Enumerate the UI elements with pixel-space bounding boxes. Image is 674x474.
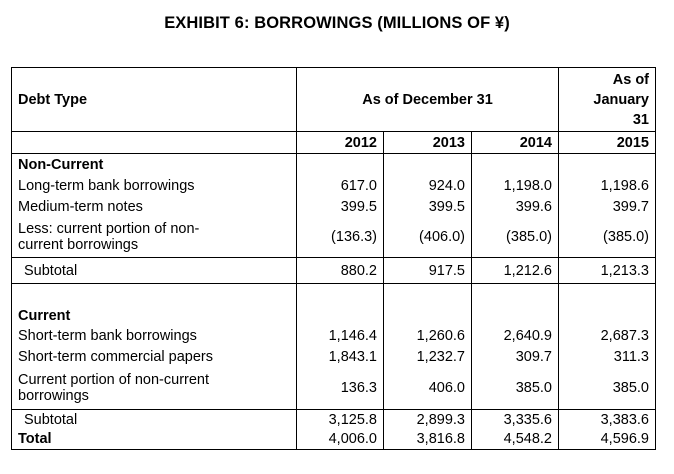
cell-2013: 924.0 — [384, 176, 472, 197]
cell-2014: 399.6 — [472, 197, 559, 218]
section-heading-current: Current — [12, 306, 297, 326]
table-row — [12, 347, 656, 368]
table-row — [12, 176, 656, 197]
cell-2012: 136.3 — [297, 368, 384, 410]
header-spacer — [12, 132, 297, 154]
subtotal-label: Subtotal — [12, 258, 297, 284]
cell-2012: 3,125.8 — [297, 410, 384, 430]
cell-2012: 1,146.4 — [297, 326, 384, 347]
table-row — [12, 326, 656, 347]
table-row — [12, 218, 656, 258]
exhibit-title: EXHIBIT 6: BORROWINGS (MILLIONS OF ¥) — [164, 14, 510, 32]
cell-2014: 1,198.0 — [472, 176, 559, 197]
cell-2013: 406.0 — [384, 368, 472, 410]
cell-2013: 3,816.8 — [384, 430, 472, 450]
header-year-2015: 2015 — [559, 132, 656, 154]
total-label: Total — [12, 430, 297, 450]
cell-2015: 399.7 — [559, 197, 656, 218]
row-label-line2: current borrowings — [18, 237, 139, 254]
row-label — [12, 218, 297, 258]
header-january-group — [559, 68, 656, 132]
cell-2012: 880.2 — [297, 258, 384, 284]
cell-2015: 311.3 — [559, 347, 656, 368]
header-january-line1: As of — [612, 71, 649, 88]
row-label: Short-term bank borrowings — [12, 326, 297, 347]
cell-2014: 4,548.2 — [472, 430, 559, 450]
total-row — [12, 430, 656, 450]
cell-2015: 385.0 — [559, 368, 656, 410]
subtotal-row — [12, 258, 656, 284]
cell-2014: 385.0 — [472, 368, 559, 410]
cell-2013: 1,260.6 — [384, 326, 472, 347]
header-january-line2: January — [593, 91, 649, 108]
cell-2014: 1,212.6 — [472, 258, 559, 284]
cell-2014: 3,335.6 — [472, 410, 559, 430]
table-row — [12, 197, 656, 218]
subtotal-row — [12, 410, 656, 430]
row-label — [12, 368, 297, 410]
cell-2015: 1,198.6 — [559, 176, 656, 197]
cell-2012: 399.5 — [297, 197, 384, 218]
cell-2014: 2,640.9 — [472, 326, 559, 347]
header-january-line3: 31 — [632, 111, 649, 128]
row-label-line2: borrowings — [18, 388, 89, 405]
row-label: Medium-term notes — [12, 197, 297, 218]
cell-2015: 1,213.3 — [559, 258, 656, 284]
cell-2012: 617.0 — [297, 176, 384, 197]
row-label: Long-term bank borrowings — [12, 176, 297, 197]
cell-2013: 917.5 — [384, 258, 472, 284]
cell-2015: 3,383.6 — [559, 410, 656, 430]
cell-2012: (136.3) — [297, 218, 384, 258]
borrowings-table — [11, 67, 656, 450]
table-row — [12, 368, 656, 410]
row-label-line1: Current portion of non-current — [18, 372, 210, 389]
header-december-group: As of December 31 — [297, 68, 559, 132]
cell-2012: 1,843.1 — [297, 347, 384, 368]
cell-2015: 4,596.9 — [559, 430, 656, 450]
subtotal-label: Subtotal — [12, 410, 297, 430]
cell-2013: 1,232.7 — [384, 347, 472, 368]
cell-2014: (385.0) — [472, 218, 559, 258]
row-label-line1: Less: current portion of non- — [18, 221, 200, 238]
cell-2015: 2,687.3 — [559, 326, 656, 347]
row-label: Short-term commercial papers — [12, 347, 297, 368]
cell-2014: 309.7 — [472, 347, 559, 368]
cell-2012: 4,006.0 — [297, 430, 384, 450]
header-debt-type: Debt Type — [12, 68, 297, 132]
cell-2013: 2,899.3 — [384, 410, 472, 430]
header-year-2012: 2012 — [297, 132, 384, 154]
header-year-2014: 2014 — [472, 132, 559, 154]
cell-2013: 399.5 — [384, 197, 472, 218]
section-heading-non-current: Non-Current — [12, 154, 297, 176]
header-year-2013: 2013 — [384, 132, 472, 154]
cell-2015: (385.0) — [559, 218, 656, 258]
cell-2013: (406.0) — [384, 218, 472, 258]
